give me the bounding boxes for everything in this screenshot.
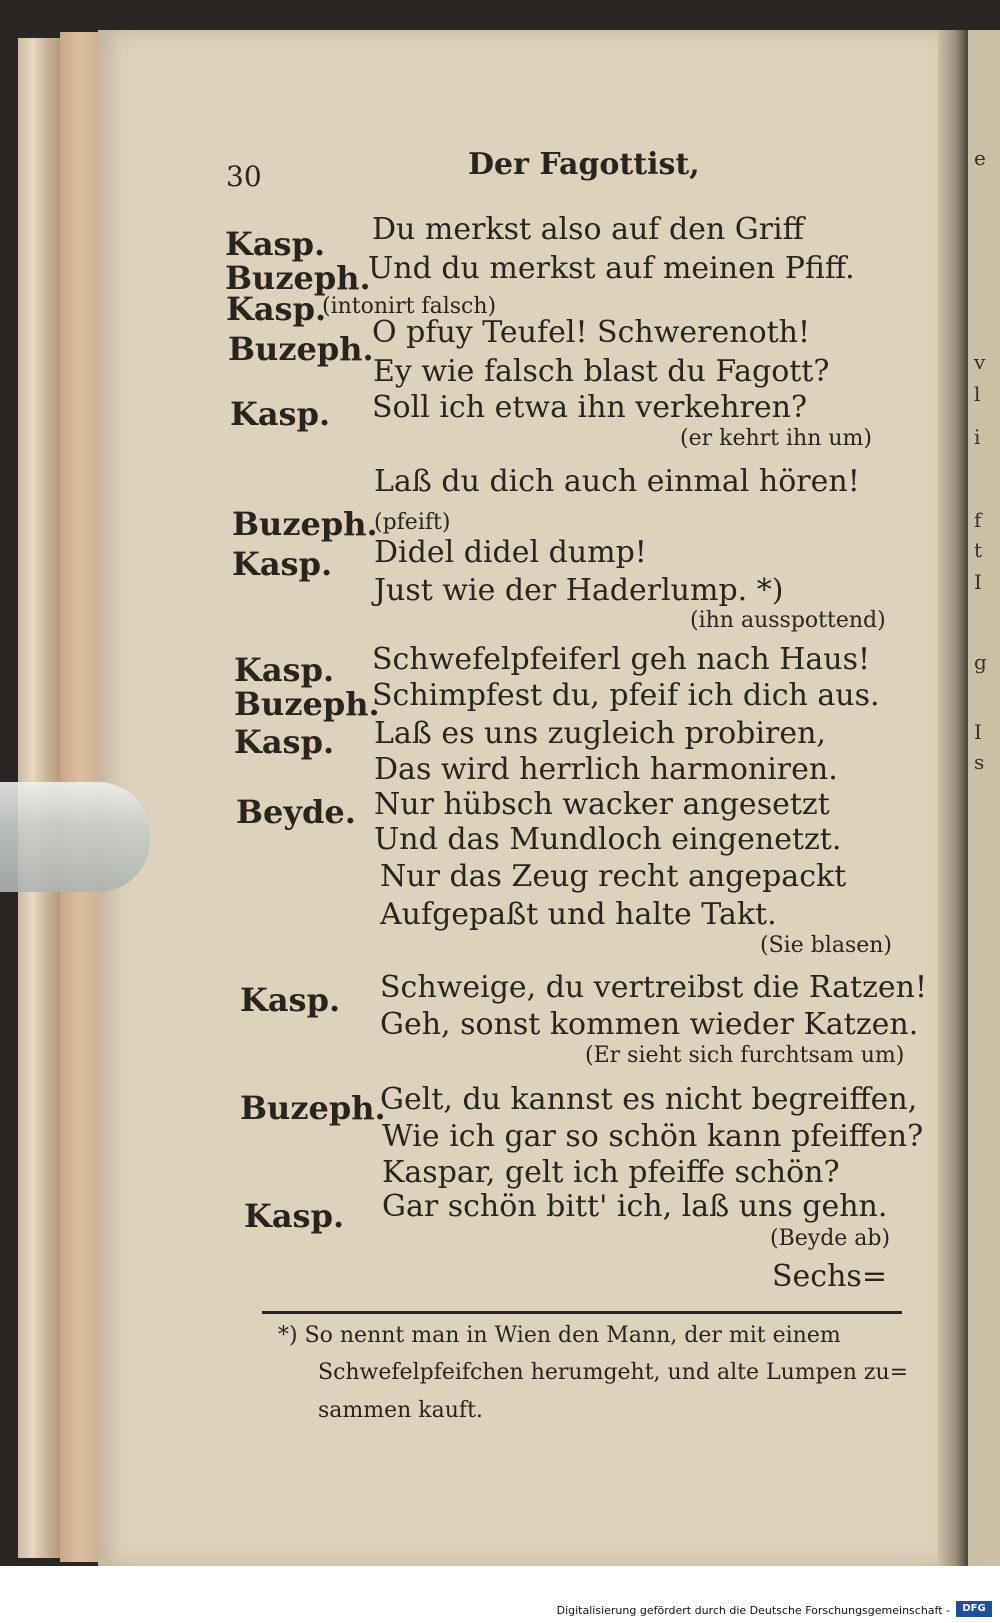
next-page-fragment: I xyxy=(974,720,982,744)
next-page-fragment: t xyxy=(974,538,983,562)
speaker-label: Kasp. xyxy=(244,1197,345,1235)
speaker-label: Kasp. xyxy=(226,290,327,328)
page-holder-clip xyxy=(0,782,150,892)
speaker-label: Buzeph. xyxy=(232,505,378,543)
verse-line: Aufgepaßt und halte Takt. xyxy=(380,897,777,932)
speaker-label: Kasp. xyxy=(230,395,331,433)
speaker-label: Buzeph. xyxy=(228,330,374,368)
verse-line: Du merkst also auf den Griff xyxy=(372,212,804,247)
speaker-label: Buzeph. xyxy=(225,259,371,297)
verse-line: Und das Mundloch eingenetzt. xyxy=(374,822,842,857)
stage-direction: (Er sieht sich furchtsam um) xyxy=(585,1043,905,1068)
stage-direction: (ihn ausspottend) xyxy=(690,608,886,633)
verse-line: O pfuy Teufel! Schwerenoth! xyxy=(372,315,811,350)
next-page-fragment: e xyxy=(974,146,986,170)
verse-line: Das wird herrlich harmoniren. xyxy=(374,752,838,787)
speaker-label: Kasp. xyxy=(225,225,326,263)
speaker-label: Kasp. xyxy=(234,723,335,761)
verse-line: Schwefelpfeiferl geh nach Haus! xyxy=(372,642,871,677)
next-page-fragment: g xyxy=(974,650,987,674)
verse-line: Ey wie falsch blast du Fagott? xyxy=(373,354,830,389)
verse-line: Soll ich etwa ihn verkehren? xyxy=(372,390,808,425)
next-page-fragment: v xyxy=(974,350,986,374)
stage-direction: (er kehrt ihn um) xyxy=(680,426,872,451)
footnote-line: sammen kauft. xyxy=(318,1398,483,1423)
speaker-label: Kasp. xyxy=(234,651,335,689)
speaker-label: Kasp. xyxy=(240,981,341,1019)
verse-line: Laß es uns zugleich probiren, xyxy=(374,716,826,751)
verse-line: Didel didel dump! xyxy=(374,535,647,570)
stage-direction: (intonirt falsch) xyxy=(322,294,497,319)
running-header: Der Fagottist, xyxy=(468,147,700,182)
speaker-label: Buzeph. xyxy=(234,685,380,723)
next-page-fragment: l xyxy=(974,382,981,406)
next-page-fragment: s xyxy=(974,750,985,774)
verse-line: Kaspar, gelt ich pfeiffe schön? xyxy=(382,1155,840,1190)
verse-line: Laß du dich auch einmal hören! xyxy=(374,464,860,499)
speaker-label: Kasp. xyxy=(232,545,333,583)
speaker-label: Beyde. xyxy=(236,793,356,831)
verse-line: Nur das Zeug recht angepackt xyxy=(380,859,847,894)
stage-direction: (Sie blasen) xyxy=(760,933,892,958)
verse-line: Schweige, du vertreibst die Ratzen! xyxy=(380,970,928,1005)
dfg-logo: DFG xyxy=(956,1601,992,1617)
next-page-fragment: I xyxy=(974,570,982,594)
stage-direction: (Beyde ab) xyxy=(770,1226,891,1251)
next-page-fragment: f xyxy=(974,508,982,532)
verse-line: Und du merkst auf meinen Pfiff. xyxy=(368,251,855,286)
verse-line: Schimpfest du, pfeif ich dich aus. xyxy=(372,678,880,713)
verse-line: Gar schön bitt' ich, laß uns gehn. xyxy=(382,1189,888,1224)
verse-line: Gelt, du kannst es nicht begreiffen, xyxy=(380,1082,918,1117)
verse-line: Nur hübsch wacker angesetzt xyxy=(374,787,830,822)
verse-line: Just wie der Haderlump. *) xyxy=(374,573,784,608)
verse-line: Geh, sonst kommen wieder Katzen. xyxy=(380,1007,919,1042)
speaker-label: Buzeph. xyxy=(240,1089,386,1127)
next-page-fragment: i xyxy=(974,425,981,449)
stage-direction: (pfeift) xyxy=(374,510,451,535)
catchword: Sechs= xyxy=(772,1259,887,1294)
book-gutter xyxy=(938,30,968,1566)
digitization-credit: Digitalisierung gefördert durch die Deutsche Forschungsgemeinschaft - xyxy=(556,1604,950,1617)
footnote-line: *) So nennt man in Wien den Mann, der mit einem xyxy=(278,1323,841,1348)
page-number: 30 xyxy=(226,160,262,193)
footnote-rule xyxy=(262,1311,902,1314)
next-page-strip xyxy=(968,30,1000,1566)
footnote-line: Schwefelpfeifchen herumgeht, und alte Lumpen zu= xyxy=(318,1360,909,1385)
verse-line: Wie ich gar so schön kann pfeiffen? xyxy=(382,1119,924,1154)
